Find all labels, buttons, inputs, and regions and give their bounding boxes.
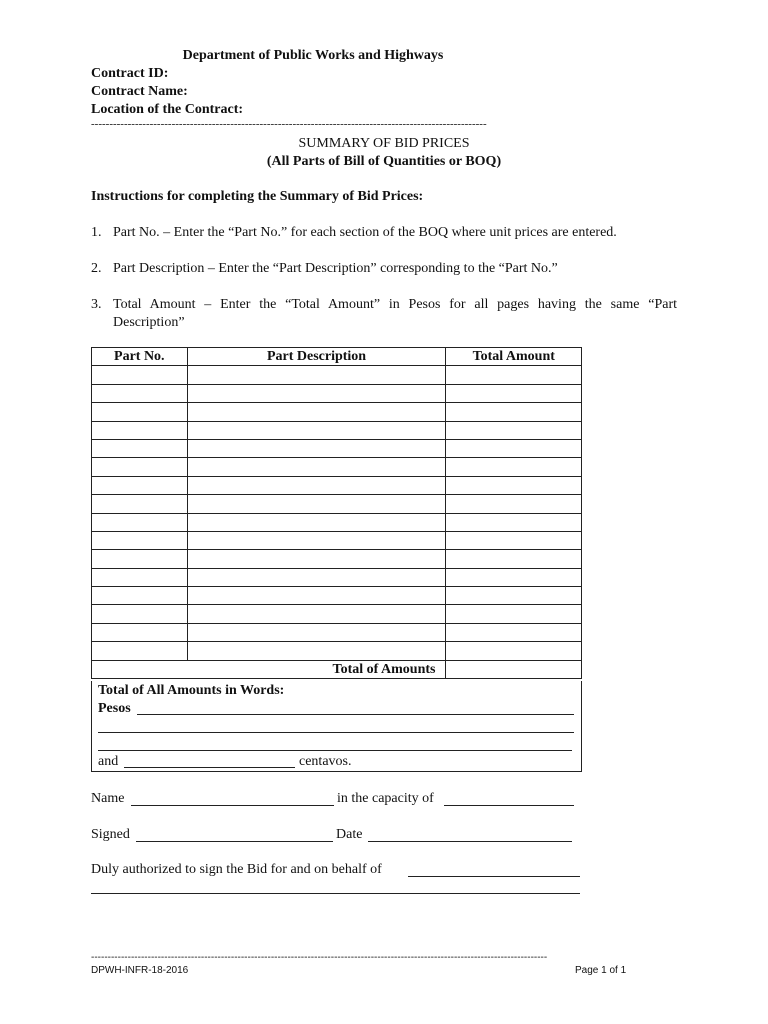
table-row (92, 476, 582, 494)
header-separator: ------------------------------------------------------------------------------------------------------------ (91, 118, 487, 130)
table-row (92, 642, 582, 660)
signed-label: Signed (91, 827, 130, 842)
table-row (92, 623, 582, 641)
summary-title: SUMMARY OF BID PRICES (298, 136, 470, 151)
bid-summary-table (91, 347, 582, 679)
pesos-line[interactable] (137, 714, 574, 715)
date-label: Date (336, 827, 363, 842)
part-no-cell[interactable] (92, 458, 188, 476)
total-amount-cell[interactable] (446, 531, 582, 549)
part-no-cell[interactable] (92, 550, 188, 568)
part-description-cell[interactable] (187, 605, 446, 623)
part-description-cell[interactable] (187, 421, 446, 439)
table-row (92, 384, 582, 402)
part-no-cell[interactable] (92, 568, 188, 586)
part-description-cell[interactable] (187, 550, 446, 568)
total-amount-cell[interactable] (446, 605, 582, 623)
authorized-line-1[interactable] (408, 876, 580, 877)
total-amount-cell[interactable] (446, 439, 582, 457)
part-no-cell[interactable] (92, 421, 188, 439)
instruction-number-2: 2. (91, 261, 102, 276)
part-no-cell[interactable] (92, 366, 188, 384)
part-description-cell[interactable] (187, 458, 446, 476)
part-description-cell[interactable] (187, 495, 446, 513)
total-amount-cell[interactable] (446, 587, 582, 605)
total-amount-cell[interactable] (446, 568, 582, 586)
total-amount-cell[interactable] (446, 476, 582, 494)
and-label: and (98, 754, 119, 769)
part-no-cell[interactable] (92, 623, 188, 641)
contract-name-label: Contract Name: (91, 84, 188, 99)
part-description-cell[interactable] (187, 568, 446, 586)
amount-in-words-label: Total of All Amounts in Words: (98, 683, 285, 698)
part-description-cell[interactable] (187, 384, 446, 402)
total-amount-cell[interactable] (446, 513, 582, 531)
words-line-2[interactable] (98, 732, 574, 733)
page-number: Page 1 of 1 (575, 965, 627, 976)
table-row (92, 605, 582, 623)
instruction-number-1: 1. (91, 225, 102, 240)
part-description-cell[interactable] (187, 476, 446, 494)
header-part-no: Part No. (92, 348, 188, 366)
table-row (92, 495, 582, 513)
table-row (92, 458, 582, 476)
total-amount-cell[interactable] (446, 421, 582, 439)
instruction-number-3: 3. (91, 297, 102, 312)
total-amount-cell[interactable] (446, 642, 582, 660)
part-no-cell[interactable] (92, 476, 188, 494)
name-line[interactable] (131, 805, 334, 806)
authorized-line-2[interactable] (91, 893, 580, 894)
part-no-cell[interactable] (92, 587, 188, 605)
part-no-cell[interactable] (92, 439, 188, 457)
location-label: Location of the Contract: (91, 102, 244, 117)
contract-id-label: Contract ID: (91, 66, 169, 81)
part-description-cell[interactable] (187, 623, 446, 641)
date-line[interactable] (368, 841, 572, 842)
total-amount-cell[interactable] (446, 550, 582, 568)
capacity-line[interactable] (444, 805, 574, 806)
header-part-description: Part Description (187, 348, 446, 366)
table-row (92, 366, 582, 384)
instruction-text-2: Part Description – Enter the “Part Description” corresponding to the “Part No.” (113, 261, 558, 276)
table-body (92, 366, 582, 660)
table-row (92, 587, 582, 605)
instruction-text-3-cont: Description” (113, 315, 185, 330)
footer-code: DPWH-INFR-18-2016 (91, 965, 189, 976)
amount-in-words-box (91, 681, 582, 772)
words-line-3[interactable] (98, 750, 572, 751)
summary-subtitle: (All Parts of Bill of Quantities or BOQ) (266, 154, 502, 169)
name-label: Name (91, 791, 125, 806)
part-no-cell[interactable] (92, 403, 188, 421)
part-description-cell[interactable] (187, 642, 446, 660)
centavos-label: centavos. (299, 754, 352, 769)
total-amount-cell[interactable] (446, 366, 582, 384)
instruction-text-1: Part No. – Enter the “Part No.” for each section of the BOQ where unit prices are entered. (113, 225, 617, 240)
table-row (92, 550, 582, 568)
part-no-cell[interactable] (92, 642, 188, 660)
part-no-cell[interactable] (92, 513, 188, 531)
total-of-amounts-label: Total of Amounts (92, 660, 446, 678)
department-title: Department of Public Works and Highways (182, 48, 444, 63)
footer-separator: ----------------------------------------------------------------------------------------------------------------------------------------- (91, 952, 548, 963)
part-description-cell[interactable] (187, 439, 446, 457)
header-total-amount: Total Amount (446, 348, 582, 366)
table-header-row (92, 348, 582, 366)
part-description-cell[interactable] (187, 403, 446, 421)
table-row (92, 421, 582, 439)
table-row (92, 568, 582, 586)
part-description-cell[interactable] (187, 366, 446, 384)
pesos-label: Pesos (98, 701, 131, 716)
total-amount-cell[interactable] (446, 623, 582, 641)
part-no-cell[interactable] (92, 384, 188, 402)
table-row (92, 403, 582, 421)
table-row (92, 439, 582, 457)
part-description-cell[interactable] (187, 587, 446, 605)
total-amount-cell[interactable] (446, 458, 582, 476)
part-description-cell[interactable] (187, 531, 446, 549)
total-of-amounts-cell[interactable] (446, 660, 582, 678)
part-no-cell[interactable] (92, 605, 188, 623)
instruction-text-3: Total Amount – Enter the “Total Amount” in Pesos for all pages having the same “Part (113, 297, 677, 312)
total-amount-cell[interactable] (446, 384, 582, 402)
table-row (92, 531, 582, 549)
table-row (92, 513, 582, 531)
total-row (92, 660, 582, 678)
signed-line[interactable] (136, 841, 333, 842)
total-amount-cell[interactable] (446, 403, 582, 421)
centavos-line[interactable] (124, 767, 295, 768)
total-amount-cell[interactable] (446, 495, 582, 513)
authorized-label: Duly authorized to sign the Bid for and on behalf of (91, 862, 382, 877)
capacity-label: in the capacity of (337, 791, 434, 806)
instructions-heading: Instructions for completing the Summary of Bid Prices: (91, 189, 424, 204)
part-description-cell[interactable] (187, 513, 446, 531)
part-no-cell[interactable] (92, 531, 188, 549)
part-no-cell[interactable] (92, 495, 188, 513)
